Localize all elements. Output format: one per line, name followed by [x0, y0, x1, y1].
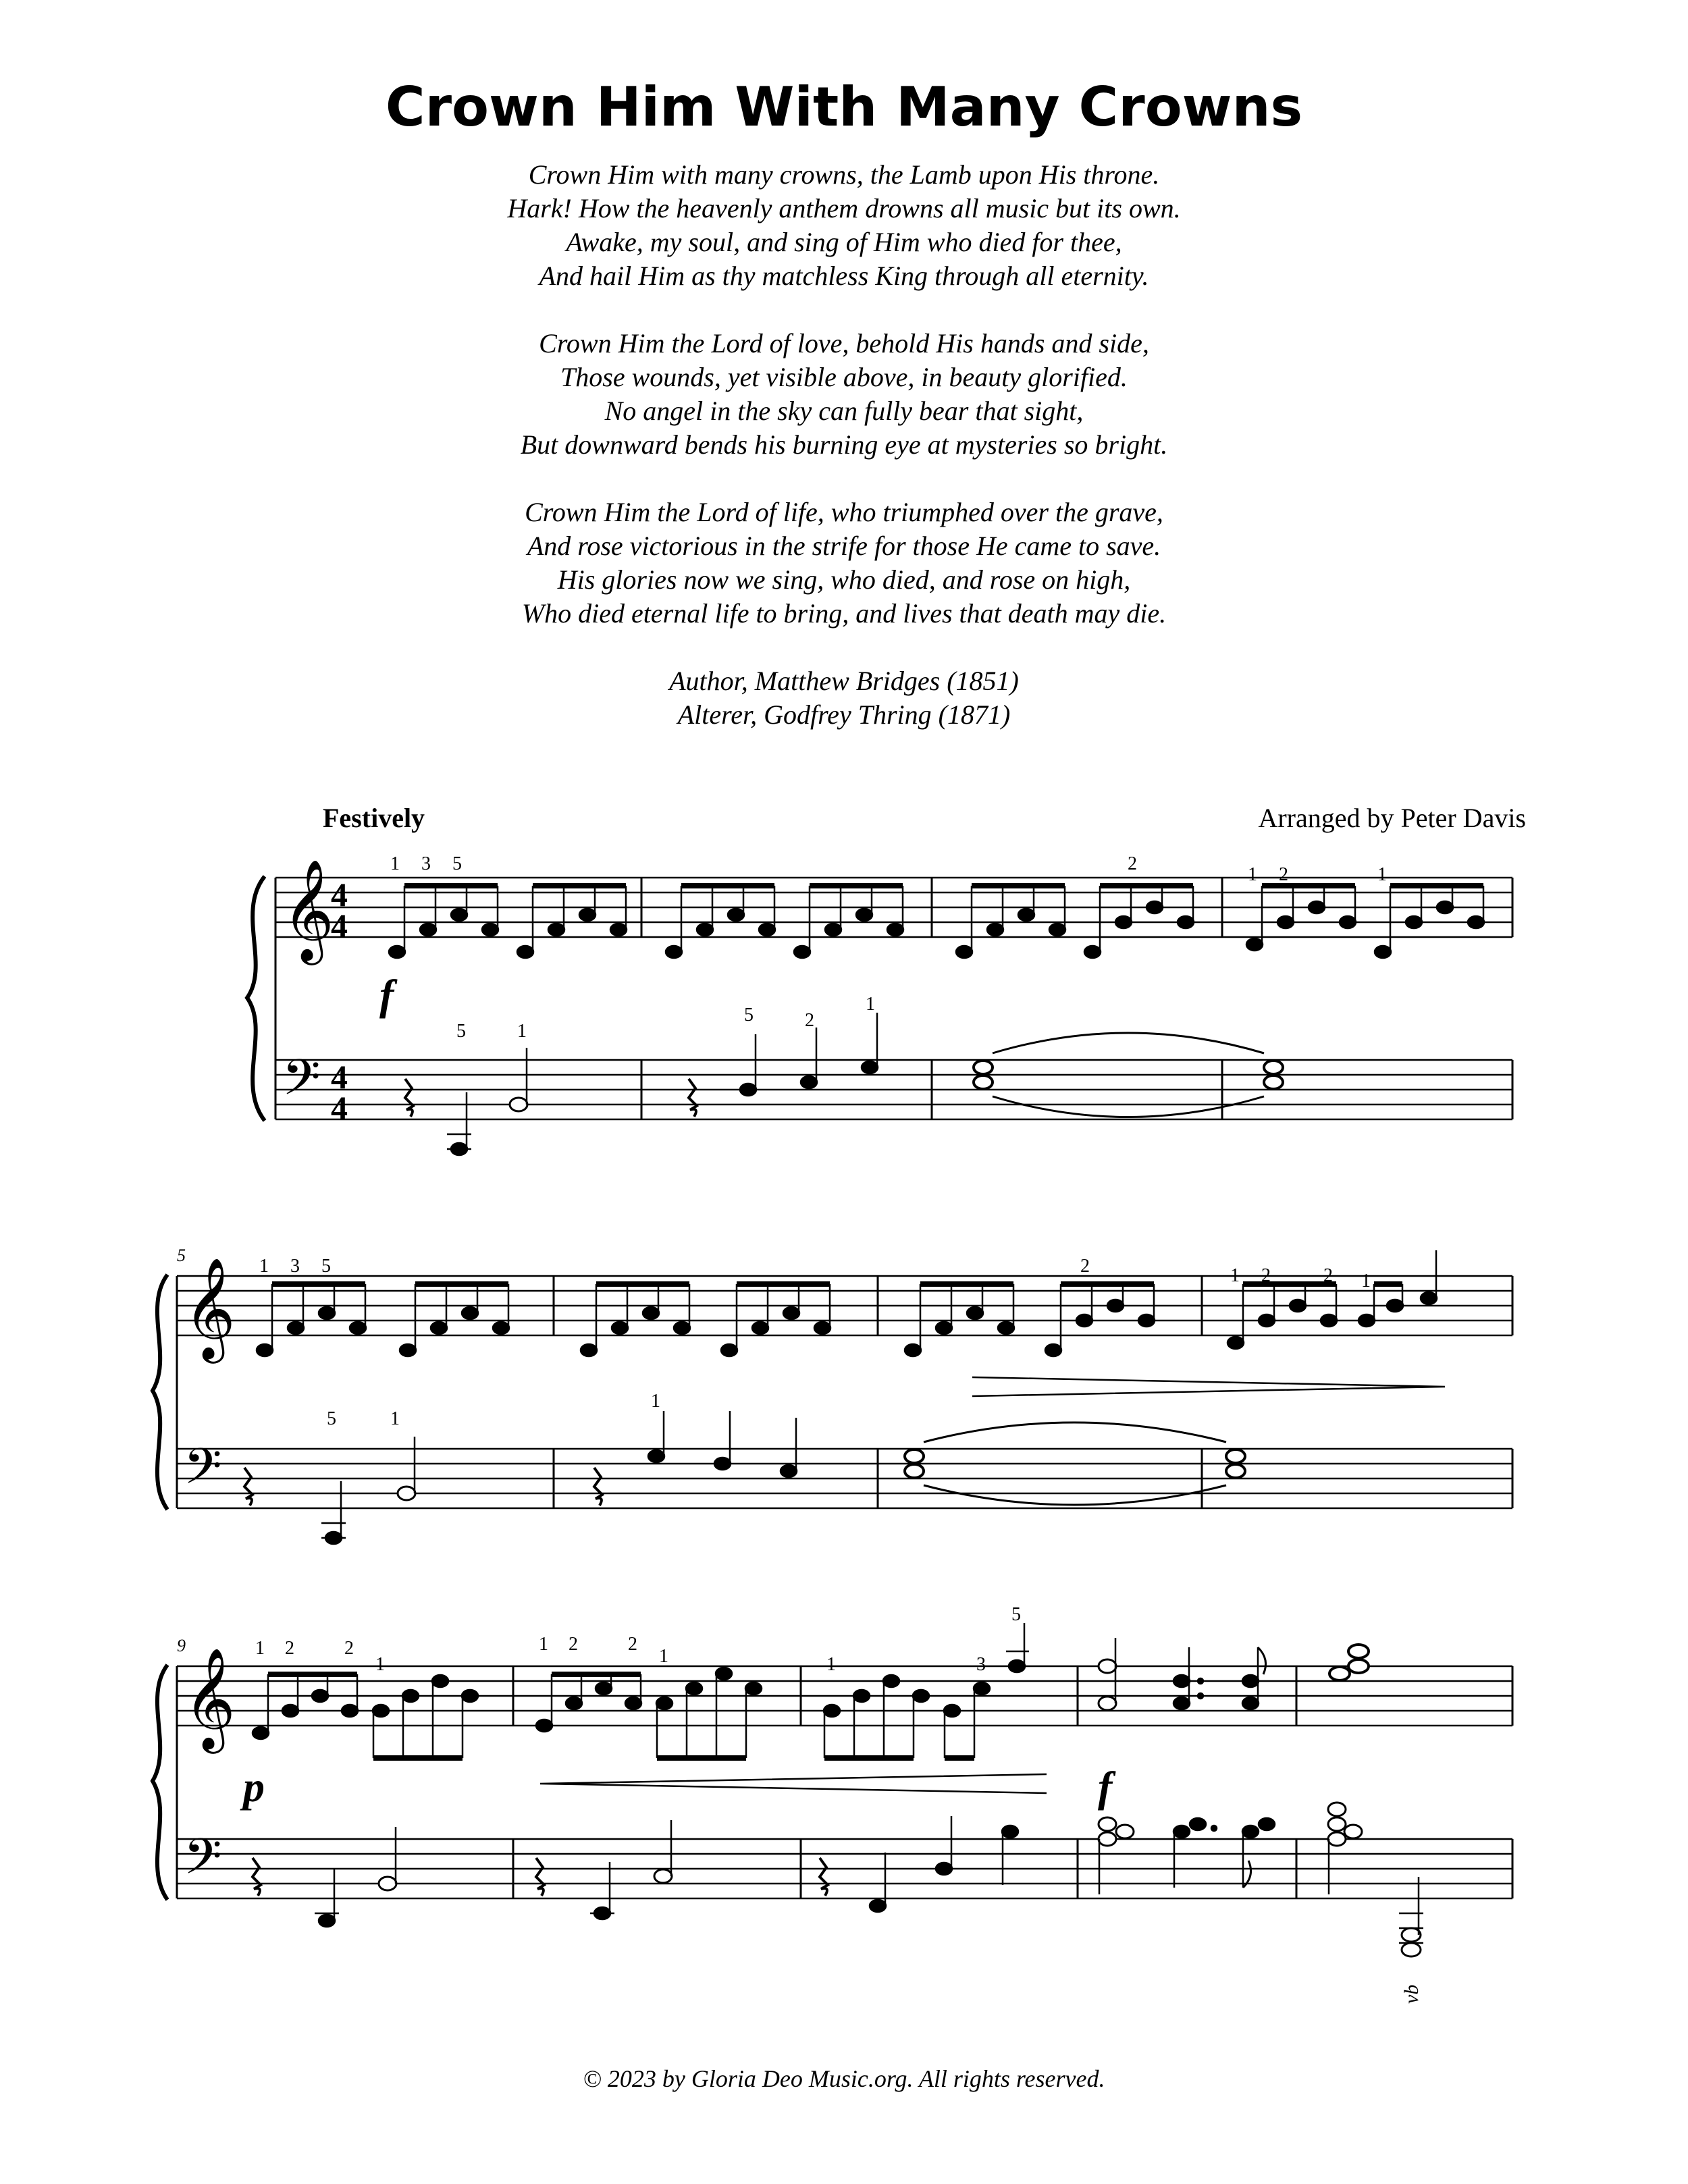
time-signature [331, 876, 348, 1127]
svg-text:3: 3 [976, 1654, 986, 1675]
bass-clef-icon: 𝄢 [184, 1828, 222, 1897]
svg-text:5: 5 [321, 1256, 331, 1277]
svg-text:2: 2 [285, 1638, 294, 1659]
svg-text:1: 1 [1377, 864, 1387, 885]
verse-line: His glories now we sing, who died, and rose on high, [557, 564, 1131, 595]
verse-line: Awake, my soul, and sing of Him who died for thee, [566, 227, 1122, 257]
svg-text:5: 5 [452, 853, 462, 874]
verse-line: Crown Him with many crowns, the Lamb upon His throne. [528, 159, 1160, 190]
verse-line: Those wounds, yet visible above, in beauty glorified. [560, 362, 1128, 392]
svg-text:1: 1 [1230, 1265, 1240, 1286]
verse-line: But downward bends his burning eye at mysteries so bright. [520, 429, 1168, 460]
author-credit: Author, Matthew Bridges (1851) [669, 666, 1019, 696]
treble-notes [257, 1250, 1437, 1356]
barlines [177, 1276, 1512, 1508]
svg-text:1: 1 [375, 1654, 385, 1675]
ottava-bassa-marking: vb [1400, 1984, 1423, 2004]
treble-notes [253, 1623, 1369, 1761]
svg-text:1: 1 [255, 1638, 265, 1659]
svg-text:1: 1 [259, 1256, 269, 1277]
page-title: Crown Him With Many Crowns [385, 76, 1303, 138]
svg-text:1: 1 [390, 1408, 400, 1429]
verse-3 [0, 496, 1688, 631]
staff-lines [177, 1666, 1512, 1898]
svg-text:1: 1 [659, 1646, 668, 1667]
svg-text:1: 1 [826, 1654, 836, 1675]
bass-clef-icon: 𝄢 [282, 1048, 321, 1118]
svg-text:1: 1 [866, 994, 875, 1015]
staff-lines [177, 1276, 1512, 1508]
svg-text:4: 4 [331, 907, 348, 944]
verse-line: And hail Him as thy matchless King through all eternity. [539, 261, 1149, 291]
svg-text:1: 1 [1361, 1271, 1371, 1291]
fingerings [390, 853, 1387, 1042]
svg-text:4: 4 [331, 1058, 348, 1096]
svg-text:5: 5 [1011, 1604, 1021, 1625]
measure-number: 9 [177, 1636, 186, 1655]
dynamic-piano: p [243, 1763, 265, 1811]
svg-text:1: 1 [1248, 864, 1257, 885]
bass-clef-icon: 𝄢 [184, 1437, 222, 1507]
svg-text:2: 2 [569, 1634, 578, 1655]
decrescendo-hairpin [972, 1377, 1445, 1396]
bass-notes [253, 1803, 1423, 1956]
credits [0, 664, 1688, 732]
verse-line: Crown Him the Lord of love, behold His hands and side, [539, 328, 1149, 358]
treble-clef-icon: 𝄞 [184, 1256, 236, 1359]
verse-line: And rose victorious in the strife for those He came to save. [527, 531, 1161, 561]
system-3 [0, 1599, 1688, 2017]
dynamic-forte: f [1098, 1763, 1113, 1811]
verse-line: Who died eternal life to bring, and lives that death may die. [521, 598, 1167, 629]
svg-text:2: 2 [1128, 853, 1137, 874]
svg-text:1: 1 [517, 1021, 527, 1042]
verse-1 [0, 158, 1688, 293]
fingerings [255, 1604, 1021, 1675]
barlines [177, 1666, 1512, 1898]
svg-text:2: 2 [1323, 1265, 1333, 1286]
svg-text:2: 2 [1080, 1256, 1090, 1277]
svg-text:1: 1 [539, 1634, 548, 1655]
svg-text:2: 2 [344, 1638, 354, 1659]
crescendo-hairpin [540, 1774, 1047, 1793]
verse-line: Crown Him the Lord of life, who triumphed over the grave, [525, 497, 1163, 527]
svg-text:1: 1 [651, 1391, 660, 1412]
verse-line: Hark! How the heavenly anthem drowns all music but its own. [507, 193, 1181, 223]
brace [153, 1665, 167, 1900]
alterer-credit: Alterer, Godfrey Thring (1871) [677, 699, 1011, 730]
dynamic-forte: f [379, 971, 394, 1019]
verse-2 [0, 327, 1688, 462]
copyright: © 2023 by Gloria Deo Music.org. All rights reserved. [583, 2065, 1105, 2092]
bass-notes [405, 1013, 1283, 1155]
svg-text:5: 5 [327, 1408, 336, 1429]
svg-text:1: 1 [390, 853, 400, 874]
svg-text:3: 3 [421, 853, 431, 874]
tempo-marking: Festively [323, 803, 425, 833]
svg-text:2: 2 [1261, 1265, 1271, 1286]
measure-number: 5 [177, 1246, 186, 1265]
system-1 [0, 830, 1688, 1208]
svg-text:5: 5 [456, 1021, 466, 1042]
brace [247, 876, 265, 1121]
bass-notes [244, 1411, 1245, 1544]
system-2 [0, 1222, 1688, 1573]
svg-text:2: 2 [805, 1010, 814, 1031]
treble-clef-icon: 𝄞 [184, 1647, 236, 1749]
svg-text:2: 2 [1279, 864, 1288, 885]
svg-text:4: 4 [331, 1089, 348, 1127]
treble-notes [389, 883, 1484, 958]
treble-clef-icon: 𝄞 [282, 858, 334, 961]
arranger-credit: Arranged by Peter Davis [1258, 803, 1526, 833]
svg-text:3: 3 [290, 1256, 300, 1277]
svg-text:4: 4 [331, 876, 348, 913]
svg-text:5: 5 [744, 1005, 754, 1026]
brace [153, 1275, 167, 1510]
svg-text:2: 2 [628, 1634, 637, 1655]
verse-line: No angel in the sky can fully bear that sight, [604, 396, 1084, 426]
